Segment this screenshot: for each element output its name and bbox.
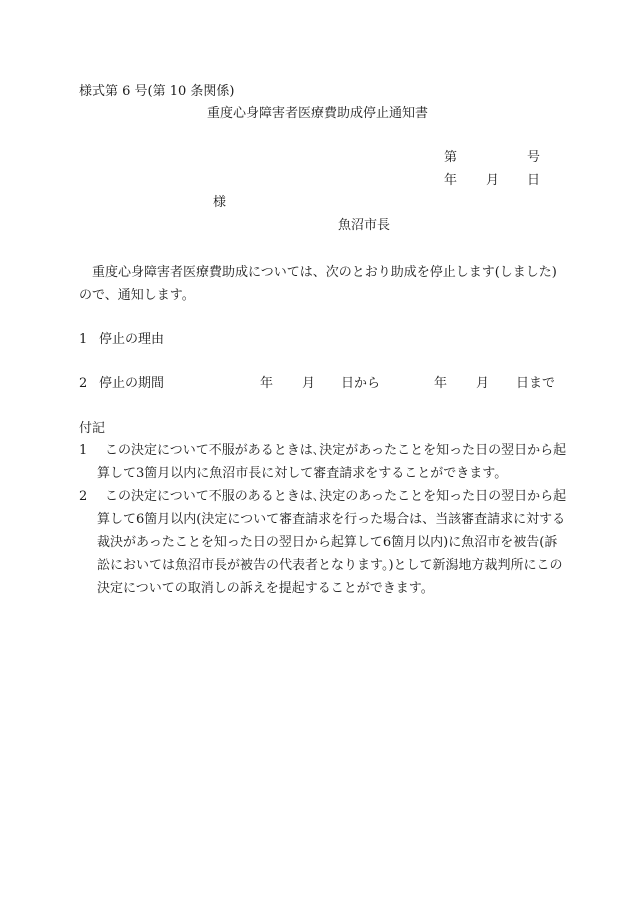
date-month: 月 <box>486 173 500 188</box>
item2-label: 停止の期間 <box>99 376 165 391</box>
document-title: 重度心身障害者医療費助成停止通知書 <box>207 106 429 121</box>
note-item <box>79 485 569 600</box>
issuer: 魚沼市長 <box>338 218 391 233</box>
note-text: この決定について不服のあるときは､決定のあったことを知った日の翌日から起算して6箇月以内(決定について審査請求を行った場合は、当該審査請求に対する裁決があったことを知った日の翌日から起算して6箇月以内)に魚沼市を被告(訴訟においては魚沼市長が被告の代表者となります。)として新潟地方裁判所にこの決定についての取消しの訴えを提起することができます。 <box>97 489 567 596</box>
notes-heading: 付記 <box>79 421 106 436</box>
period-from-year: 年 <box>260 376 274 391</box>
period-to-year: 年 <box>434 376 448 391</box>
period-from-month: 月 <box>302 376 316 391</box>
body-paragraph: 重度心身障害者医療費助成については、次のとおり助成を停止します(しました)ので、通知します。 <box>79 265 557 303</box>
date-year: 年 <box>444 173 458 188</box>
item2-number: 2 <box>79 376 88 391</box>
period-from-day: 日から <box>341 376 381 391</box>
note-number: 1 <box>79 443 88 458</box>
period-to-day: 日まで <box>516 376 556 391</box>
date-day: 日 <box>527 173 541 188</box>
note-text: この決定について不服があるときは､決定があったことを知った日の翌日から起算して3箇月以内に魚沼市長に対して審査請求をすることができます。 <box>97 443 567 481</box>
note-item <box>79 439 569 485</box>
period-to-month: 月 <box>476 376 490 391</box>
reference-go: 号 <box>527 150 541 165</box>
form-number: 様式第 6 号(第 10 条関係) <box>79 84 235 99</box>
reference-dai: 第 <box>444 150 458 165</box>
item1-label: 停止の理由 <box>99 332 165 347</box>
item1-number: 1 <box>79 332 88 347</box>
addressee-suffix: 様 <box>213 195 227 210</box>
note-number: 2 <box>79 489 88 504</box>
